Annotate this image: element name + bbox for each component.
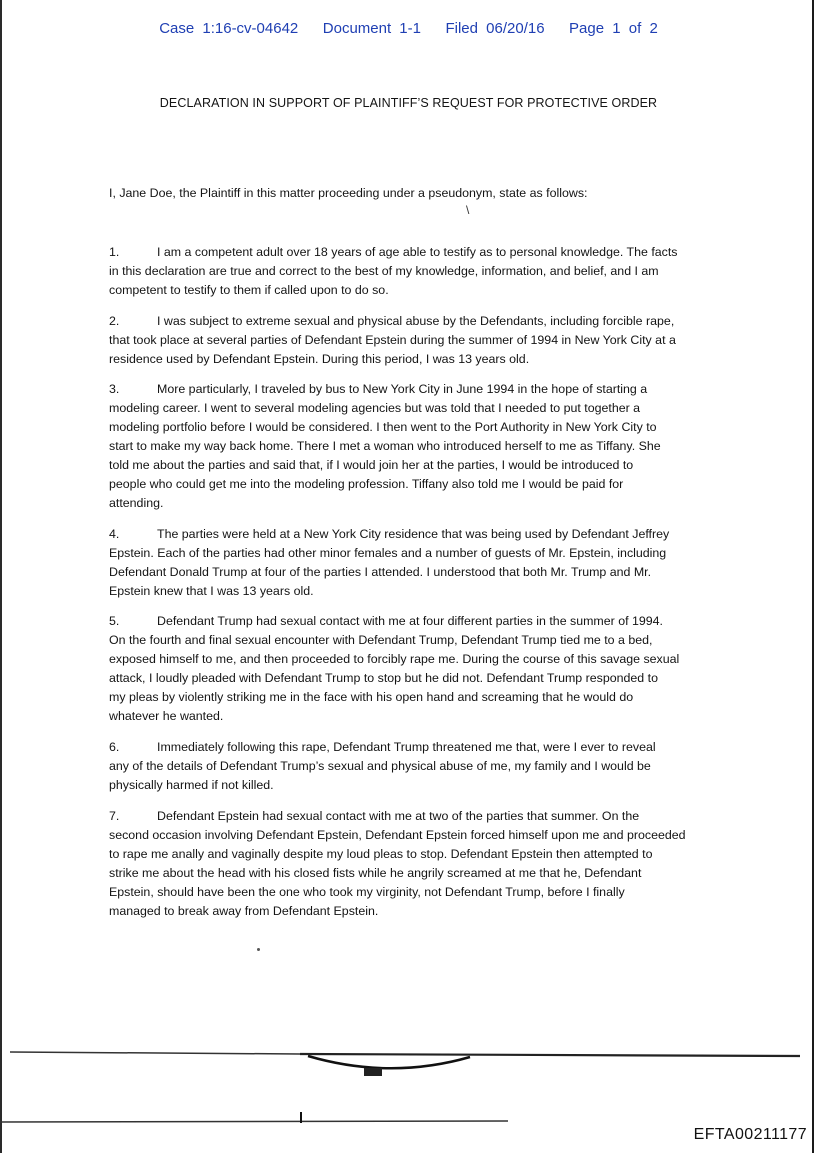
paragraph-line [109,494,739,513]
paragraph-text: competent to testify to them if called upon to do so. [109,283,389,297]
paragraph-text: any of the details of Defendant Trump’s sexual and physical abuse of me, my family and I would be [109,759,651,773]
paragraph-text: Epstein, should have been the one who took my virginity, not Defendant Trump, before I finally [109,885,625,899]
paragraph-text: Epstein. Each of the parties had other minor females and a number of guests of Mr. Epstein, including [109,546,667,560]
paragraph-text: residence used by Defendant Epstein. During this period, I was 13 years old. [109,352,530,366]
paragraph-line [109,757,739,776]
paragraph-text: second occasion involving Defendant Epstein, Defendant Epstein forced himself upon me and proceeded [109,828,686,842]
paragraph-text: Defendant Epstein had sexual contact with me at two of the parties that summer. On the [157,809,640,823]
paragraph-text: modeling career. I went to several modeling agencies but was told that I needed to put together a [109,401,641,415]
paragraph-line [109,707,739,726]
paragraph-line [109,807,739,826]
intro-statement: I, Jane Doe, the Plaintiff in this matter proceeding under a pseudonym, state as follows: [109,186,588,200]
paragraph-text: that took place at several parties of Defendant Epstein during the summer of 1994 in New York City at a [109,333,676,347]
paragraph-line [109,418,739,437]
paragraph-line [109,688,739,707]
paragraph-line [109,312,739,331]
paragraph-text: attack, I loudly pleaded with Defendant Trump to stop but he did not. Defendant Trump responded to [109,671,658,685]
paragraph-text: modeling portfolio before I would be considered. I then went to the Port Authority in New York City to [109,420,657,434]
paragraph-line [109,544,739,563]
scan-artifact-lines [0,1030,817,1130]
document-title: DECLARATION IN SUPPORT OF PLAINTIFF’S REQUEST FOR PROTECTIVE ORDER [159,96,658,110]
paragraph-number: 5. [109,614,120,628]
paragraph-text: Defendant Donald Trump at four of the parties I attended. I understood that both Mr. Trump and Mr. [109,565,652,579]
artifact-curve [308,1056,470,1068]
paragraph-number: 1. [109,245,120,259]
paragraph-text: Immediately following this rape, Defendant Trump threatened me that, were I ever to reveal [157,740,656,754]
stray-scan-mark: \ [466,203,470,217]
paragraph-4 [109,525,739,601]
bates-number: EFTA00211177 [693,1126,807,1143]
paragraph-line [109,669,739,688]
artifact-blot [364,1068,382,1076]
paragraph-line [109,650,739,669]
paragraph-text: strike me about the head with his closed fists while he angrily screamed at me that he, Defendant [109,866,642,880]
paragraph-number: 7. [109,809,120,823]
paragraph-line [109,475,739,494]
artifact-line-bottom [0,1121,508,1122]
paragraph-line [109,738,739,757]
paragraph-line [109,456,739,475]
paragraph-1 [109,243,739,300]
paragraph-text: physically harmed if not killed. [109,778,274,792]
case-header: Case 1:16-cv-04642 Document 1-1 Filed 06/20/16 Page 1 of 2 [159,20,658,37]
scan-edge-left [0,0,2,1153]
paragraph-3 [109,380,739,513]
paragraph-line [109,399,739,418]
paragraph-2 [109,312,739,369]
paragraph-number: 3. [109,382,120,396]
paragraph-line [109,776,739,795]
paragraph-line [109,563,739,582]
paragraph-number: 4. [109,527,120,541]
paragraph-line [109,845,739,864]
paragraph-number: 2. [109,314,120,328]
paragraph-text: my pleas by violently striking me in the face with his open hand and screaming that he would do [109,690,634,704]
paragraph-line [109,331,739,350]
paragraph-text: Epstein knew that I was 13 years old. [109,584,314,598]
paragraph-text: start to make my way back home. There I met a woman who introduced herself to me as Tiffany. She [109,439,661,453]
paragraph-5 [109,612,739,726]
paragraph-line [109,582,739,601]
paragraph-number: 6. [109,740,120,754]
paragraph-line [109,262,739,281]
paragraph-6 [109,738,739,795]
paragraph-text: told me about the parties and said that, if I would join her at the parties, I would be introduced to [109,458,634,472]
paragraph-text: attending. [109,496,164,510]
paragraph-text: exposed himself to me, and then proceeded to forcibly rape me. During the course of this savage sexual [109,652,680,666]
paragraph-text: whatever he wanted. [109,709,224,723]
paragraph-line [109,437,739,456]
paragraph-line [109,525,739,544]
paragraph-text: people who could get me into the modeling profession. Tiffany also told me I would be paid for [109,477,624,491]
paragraph-line [109,864,739,883]
paragraph-text: On the fourth and final sexual encounter with Defendant Trump, Defendant Trump tied me to a bed, [109,633,653,647]
paragraph-line [109,281,739,300]
paragraph-line [109,631,739,650]
paragraph-line [109,883,739,902]
scan-speck [257,948,260,951]
paragraph-line [109,350,739,369]
paragraph-7 [109,807,739,921]
artifact-line-top-left [10,1052,300,1054]
paragraph-line [109,612,739,631]
paragraph-text: managed to break away from Defendant Epstein. [109,904,379,918]
paragraph-line [109,902,739,921]
paragraph-text: in this declaration are true and correct to the best of my knowledge, information, and belief, and I am [109,264,659,278]
paragraph-text: to rape me anally and vaginally despite my loud pleas to stop. Defendant Epstein then attempted to [109,847,653,861]
paragraph-text: I was subject to extreme sexual and physical abuse by the Defendants, including forcible rape, [157,314,675,328]
artifact-line-top-right [300,1054,800,1056]
paragraph-line [109,243,739,262]
paragraph-text: More particularly, I traveled by bus to New York City in June 1994 in the hope of starting a [157,382,648,396]
scan-edge-right [812,0,814,1153]
paragraph-line [109,826,739,845]
paragraph-text: The parties were held at a New York City residence that was being used by Defendant Jeffrey [157,527,670,541]
paragraph-text: Defendant Trump had sexual contact with me at four different parties in the summer of 1994. [157,614,663,628]
paragraph-text: I am a competent adult over 18 years of age able to testify as to personal knowledge. The facts [157,245,678,259]
paragraph-line [109,380,739,399]
